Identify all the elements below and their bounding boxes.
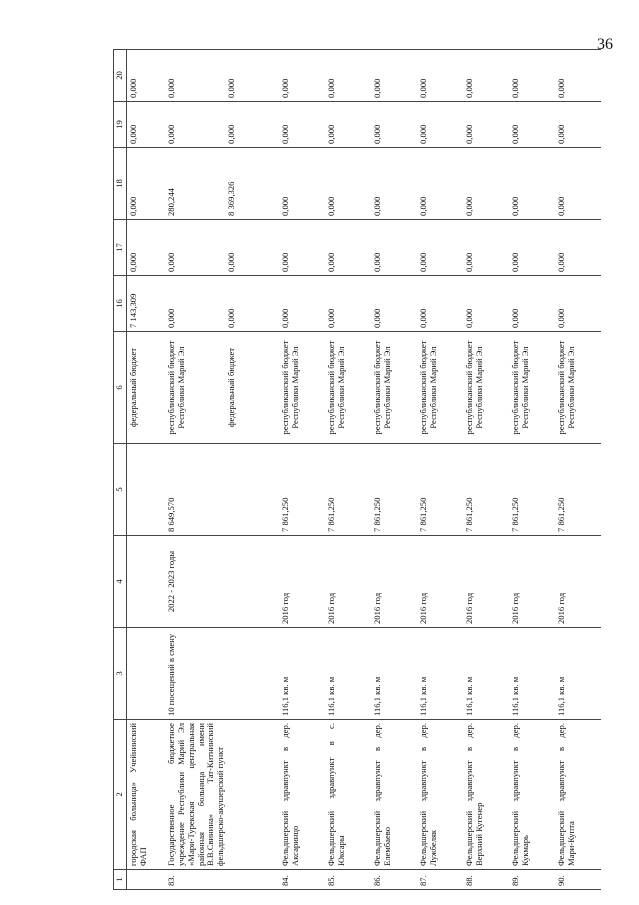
value-cell: 0,000 <box>463 220 509 276</box>
value-cell: 0,000 <box>225 220 279 276</box>
funding-source: федеральный бюджет <box>225 332 279 444</box>
header-cell: 6 <box>114 332 127 444</box>
row-number: 90. <box>555 870 601 890</box>
value-cell: 0,000 <box>126 220 165 276</box>
funding-source: республиканский бюджет Республики Марий Эл <box>463 332 509 444</box>
value-cell: 0,000 <box>325 102 371 148</box>
page-number: 36 <box>597 36 613 53</box>
object-name: Фельдшерский здравпункт в с. Юксары <box>325 720 371 870</box>
value-cell: 0,000 <box>325 276 371 332</box>
value-cell: 0,000 <box>509 50 555 102</box>
header-cell: 1 <box>114 870 127 890</box>
cost: 8 649,570 <box>165 444 279 536</box>
investment-table <box>113 49 601 890</box>
value-cell: 0,000 <box>371 50 417 102</box>
funding-source: республиканский бюджет Республики Марий Эл <box>509 332 555 444</box>
value-cell: 7 143,309 <box>126 276 165 332</box>
value-cell: 0,000 <box>371 102 417 148</box>
value-cell: 0,000 <box>279 148 325 220</box>
value-cell: 0,000 <box>509 220 555 276</box>
cost: 7 861,250 <box>555 444 601 536</box>
funding-source: республиканский бюджет Республики Марий Эл <box>417 332 463 444</box>
capacity: 116,1 кв. м <box>463 628 509 720</box>
value-cell: 0,000 <box>371 220 417 276</box>
row-number: 86. <box>371 870 417 890</box>
funding-source: республиканский бюджет Республики Марий Эл <box>555 332 601 444</box>
value-cell: 0,000 <box>225 50 279 102</box>
value-cell: 0,000 <box>279 220 325 276</box>
value-cell: 0,000 <box>463 148 509 220</box>
value-cell: 0,000 <box>165 102 225 148</box>
capacity: 116,1 кв. м <box>417 628 463 720</box>
table-row <box>165 50 225 890</box>
value-cell: 0,000 <box>555 102 601 148</box>
value-cell: 0,000 <box>555 50 601 102</box>
table-row <box>509 50 555 890</box>
value-cell: 0,000 <box>417 220 463 276</box>
row-number: 85. <box>325 870 371 890</box>
header-cell: 3 <box>114 628 127 720</box>
value-cell: 0,000 <box>325 148 371 220</box>
value-cell: 0,000 <box>165 220 225 276</box>
header-cell: 4 <box>114 536 127 628</box>
cost: 7 861,250 <box>509 444 555 536</box>
capacity: 116,1 кв. м <box>509 628 555 720</box>
value-cell: 0,000 <box>126 50 165 102</box>
period: 2016 год <box>279 536 325 628</box>
row-number: 83. <box>165 870 279 890</box>
period: 2016 год <box>371 536 417 628</box>
table-row <box>417 50 463 890</box>
value-cell: 0,000 <box>417 276 463 332</box>
header-cell: 18 <box>114 148 127 220</box>
period: 2016 год <box>555 536 601 628</box>
value-cell: 0,000 <box>509 276 555 332</box>
header-cell: 5 <box>114 444 127 536</box>
value-cell: 0,000 <box>555 276 601 332</box>
capacity: 116,1 кв. м <box>555 628 601 720</box>
capacity: 116,1 кв. м <box>279 628 325 720</box>
capacity: 10 посещений в смену <box>165 628 279 720</box>
value-cell: 0,000 <box>225 276 279 332</box>
object-name: Фельдшерский здравпункт в дер. Кукмарь <box>509 720 555 870</box>
value-cell: 0,000 <box>279 50 325 102</box>
header-cell: 16 <box>114 276 127 332</box>
value-cell: 0,000 <box>417 50 463 102</box>
cost: 7 861,250 <box>463 444 509 536</box>
value-cell: 0,000 <box>509 148 555 220</box>
table-row <box>126 50 165 890</box>
object-name: Фельдшерский здравпункт в дер. Мари-Купта <box>555 720 601 870</box>
value-cell: 0,000 <box>463 102 509 148</box>
table-row <box>325 50 371 890</box>
row-number: 89. <box>509 870 555 890</box>
object-name: Государственное бюджетное учреждение Республики Марий Эл «Мари-Турекская центральная районная больница имени В.В.Свинина» Тат-Китнинский фельдшерско-акушерский пункт <box>165 720 279 870</box>
cost: 7 861,250 <box>371 444 417 536</box>
row-number: 88. <box>463 870 509 890</box>
value-cell: 0,000 <box>165 276 225 332</box>
funding-source: федеральный бюджет <box>126 332 165 444</box>
row-number: 87. <box>417 870 463 890</box>
table-row <box>279 50 325 890</box>
value-cell: 0,000 <box>371 276 417 332</box>
value-cell: 0,000 <box>371 148 417 220</box>
value-cell: 0,000 <box>555 220 601 276</box>
table-row <box>555 50 601 890</box>
value-cell: 0,000 <box>417 102 463 148</box>
header-cell: 2 <box>114 720 127 870</box>
capacity: 116,1 кв. м <box>325 628 371 720</box>
cost: 7 861,250 <box>417 444 463 536</box>
row-number: 84. <box>279 870 325 890</box>
header-cell: 17 <box>114 220 127 276</box>
value-cell: 8 369,326 <box>225 148 279 220</box>
funding-source: республиканский бюджет Республики Марий Эл <box>279 332 325 444</box>
object-name: Фельдшерский здравпункт в дер. Лужбеляк <box>417 720 463 870</box>
value-cell: 0,000 <box>463 276 509 332</box>
value-cell: 0,000 <box>279 102 325 148</box>
table-row <box>371 50 417 890</box>
header-cell: 19 <box>114 102 127 148</box>
value-cell: 0,000 <box>555 148 601 220</box>
value-cell: 0,000 <box>325 220 371 276</box>
value-cell: 0,000 <box>165 50 225 102</box>
object-name: Фельдшерский здравпункт в дер. Елембаево <box>371 720 417 870</box>
header-row <box>114 50 127 890</box>
cost: 7 861,250 <box>325 444 371 536</box>
value-cell: 280,244 <box>165 148 225 220</box>
value-cell: 0,000 <box>463 50 509 102</box>
period: 2016 год <box>325 536 371 628</box>
funding-source: республиканский бюджет Республики Марий Эл <box>165 332 225 444</box>
rotated-table-container <box>113 50 576 890</box>
period: 2016 год <box>509 536 555 628</box>
object-name: Фельдшерский здравпункт в дер. Верхний Кугенер <box>463 720 509 870</box>
table-row <box>463 50 509 890</box>
period: 2016 год <box>463 536 509 628</box>
object-name: Фельдшерский здравпункт в дер. Аксаринцо <box>279 720 325 870</box>
period: 2016 год <box>417 536 463 628</box>
value-cell: 0,000 <box>509 102 555 148</box>
value-cell: 0,000 <box>126 102 165 148</box>
value-cell: 0,000 <box>325 50 371 102</box>
value-cell: 0,000 <box>225 102 279 148</box>
cost: 7 861,250 <box>279 444 325 536</box>
funding-source: республиканский бюджет Республики Марий Эл <box>325 332 371 444</box>
value-cell: 0,000 <box>417 148 463 220</box>
capacity: 116,1 кв. м <box>371 628 417 720</box>
period: 2022 - 2023 годы <box>165 536 279 628</box>
object-name: городская больница» Учейнинский ФАП <box>126 720 165 870</box>
funding-source: республиканский бюджет Республики Марий Эл <box>371 332 417 444</box>
value-cell: 0,000 <box>279 276 325 332</box>
header-cell: 20 <box>114 50 127 102</box>
value-cell: 0,000 <box>126 148 165 220</box>
